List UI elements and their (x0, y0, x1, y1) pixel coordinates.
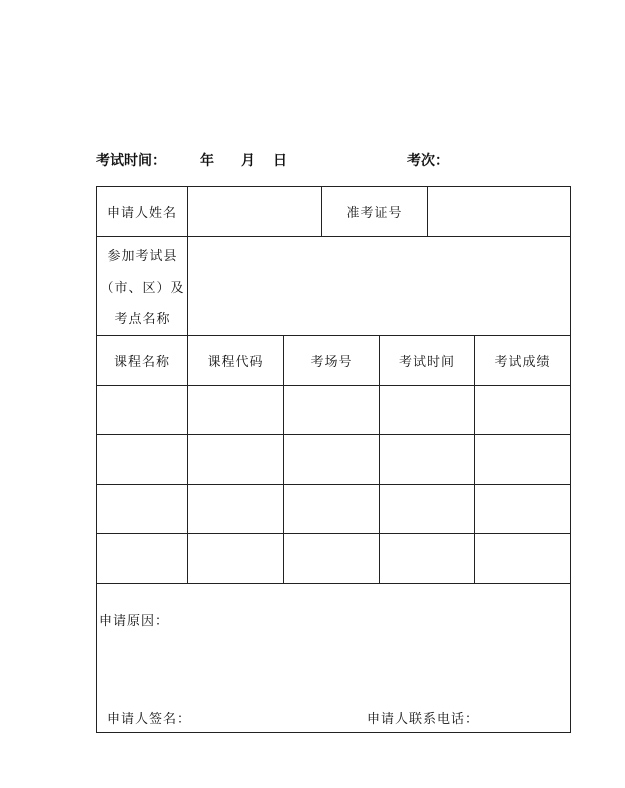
exam-venue-label (97, 237, 188, 335)
admission-ticket-field[interactable] (428, 187, 570, 236)
applicant-phone-label: 申请人联系电话： (367, 712, 480, 727)
venue-label-line-2: （市、区）及 (100, 280, 185, 296)
application-reason-label: 申请原因： (99, 614, 170, 629)
column-header-room-number: 考场号 (310, 355, 353, 370)
applicant-name-field[interactable] (188, 187, 321, 236)
rule-row-7 (97, 583, 570, 584)
course-row[interactable] (97, 386, 570, 434)
exam-month-label: 月 (241, 153, 255, 169)
column-header-exam-time: 考试时间 (398, 355, 455, 370)
admission-ticket-label: 准考证号 (346, 206, 403, 221)
course-row[interactable] (97, 485, 570, 533)
column-header-course-code: 课程代码 (207, 355, 264, 370)
course-row[interactable] (97, 435, 570, 484)
column-header-course-name: 课程名称 (113, 355, 170, 370)
exam-venue-field[interactable] (188, 237, 570, 335)
applicant-name-label: 申请人姓名 (106, 206, 177, 221)
venue-label-line-1: 参加考试县 (107, 249, 178, 264)
exam-year-label: 年 (200, 153, 214, 169)
course-row[interactable] (97, 534, 570, 583)
applicant-signature-label: 申请人签名： (107, 712, 192, 727)
column-header-exam-score: 考试成绩 (494, 355, 551, 370)
venue-label-line-3: 考点名称 (114, 312, 171, 327)
application-form-table (96, 186, 571, 733)
exam-session-label: 考次： (407, 153, 449, 169)
exam-day-label: 日 (273, 153, 287, 169)
exam-time-label: 考试时间： (96, 153, 166, 169)
